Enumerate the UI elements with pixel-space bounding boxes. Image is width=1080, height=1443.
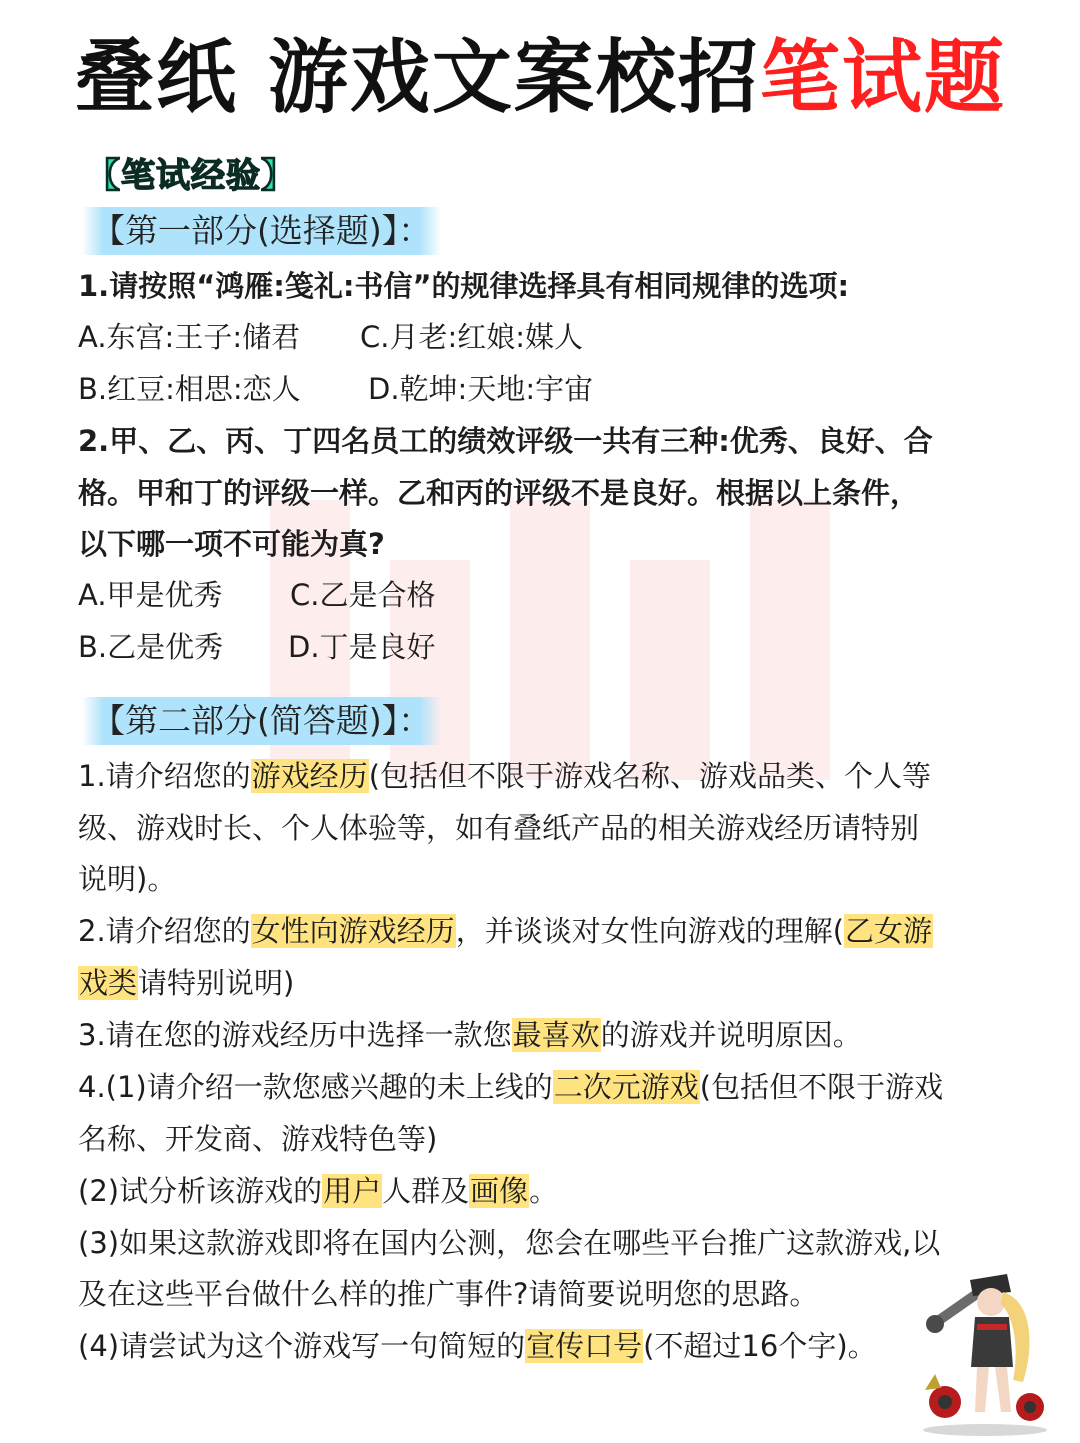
- part1-q2-stem-line1: 2.甲、乙、丙、丁四名员工的绩效评级一共有三种:优秀、良好、合: [78, 424, 933, 458]
- highlight: 用户: [323, 1174, 382, 1208]
- highlight: 乙女游: [845, 914, 933, 948]
- text: ，并谈谈对女性向游戏的理解(: [455, 914, 845, 948]
- text: (2)试分析该游戏的: [78, 1174, 323, 1208]
- text: 人群及: [382, 1174, 470, 1208]
- part1-q2-option-c: C.乙是合格: [290, 578, 436, 612]
- part1-q2-option-a: A.甲是优秀: [78, 578, 223, 612]
- text: (不超过16个字)。: [643, 1329, 877, 1363]
- text: 2.请介绍您的: [78, 914, 251, 948]
- highlight: 宣传口号: [526, 1329, 643, 1363]
- part2-q1-line2: 级、游戏时长、个人体验等，如有叠纸产品的相关游戏经历请特别: [78, 811, 920, 845]
- title-main: 叠纸 游戏文案校招: [74, 31, 760, 124]
- part2-heading: 【第二部分(简答题)】：: [82, 697, 441, 745]
- highlight: 游戏经历: [251, 759, 368, 793]
- part2-q2-line1: [78, 911, 933, 951]
- part1-q2-stem-line3: 以下哪一项不可能为真?: [78, 527, 385, 561]
- part2-q4-line2: 名称、开发商、游戏特色等): [78, 1122, 438, 1156]
- part1-heading: 【第一部分(选择题)】：: [82, 207, 441, 255]
- highlight: 女性向游戏经历: [251, 914, 455, 948]
- text: 3.请在您的游戏经历中选择一款您: [78, 1018, 512, 1052]
- text: (包括但不限于游戏: [699, 1070, 944, 1104]
- part1-q2-option-b: B.乙是优秀: [78, 630, 224, 664]
- title-highlight: 笔试题: [759, 31, 1006, 124]
- text: 4.(1)请介绍一款您感兴趣的未上线的: [78, 1070, 553, 1104]
- part1-q1-stem: 1.请按照“鸿雁:笺礼:书信”的规律选择具有相同规律的选项:: [78, 269, 850, 303]
- page-title: [0, 28, 1080, 128]
- part2-q4-part3-line2: 及在这些平台做什么样的推广事件?请简要说明您的思路。: [78, 1277, 819, 1311]
- part2-q3: [78, 1015, 862, 1055]
- part2-q4-line1: [78, 1067, 943, 1107]
- part1-q2-option-d: D.丁是良好: [288, 630, 436, 664]
- part1-q1-option-d: D.乾坤:天地:宇宙: [368, 372, 594, 406]
- text: 的游戏并说明原因。: [600, 1018, 862, 1052]
- highlight: 最喜欢: [512, 1018, 600, 1052]
- highlight: 二次元游戏: [553, 1070, 699, 1104]
- part2-q4-part3-line1: (3)如果这款游戏即将在国内公测，您会在哪些平台推广这款游戏,以: [78, 1226, 941, 1260]
- exam-experience-tag: 【笔试经验】: [86, 156, 296, 196]
- part1-q1-option-b: B.红豆:相思:恋人: [78, 372, 301, 406]
- part2-q4-part4: [78, 1326, 877, 1366]
- highlight: 画像: [470, 1174, 529, 1208]
- part2-q1-line1: [78, 756, 931, 796]
- text: (4)请尝试为这个游戏写一句简短的: [78, 1329, 526, 1363]
- text: 。: [529, 1174, 559, 1208]
- highlight: 戏类: [79, 966, 138, 1000]
- text: 请特别说明): [138, 966, 295, 1000]
- character-illustration: [915, 1262, 1055, 1437]
- text: (包括但不限于游戏名称、游戏品类、个人等: [368, 759, 932, 793]
- part2-q1-line3: 说明)。: [78, 862, 177, 896]
- part2-q4-part2: [78, 1171, 558, 1211]
- part1-q2-stem-line2: 格。甲和丁的评级一样。乙和丙的评级不是良好。根据以上条件，: [78, 476, 920, 510]
- part1-q1-option-c: C.月老:红娘:媒人: [360, 320, 584, 354]
- text: 1.请介绍您的: [78, 759, 251, 793]
- part2-q2-line2: [78, 963, 294, 1003]
- part1-q1-option-a: A.东宫:王子:储君: [78, 320, 301, 354]
